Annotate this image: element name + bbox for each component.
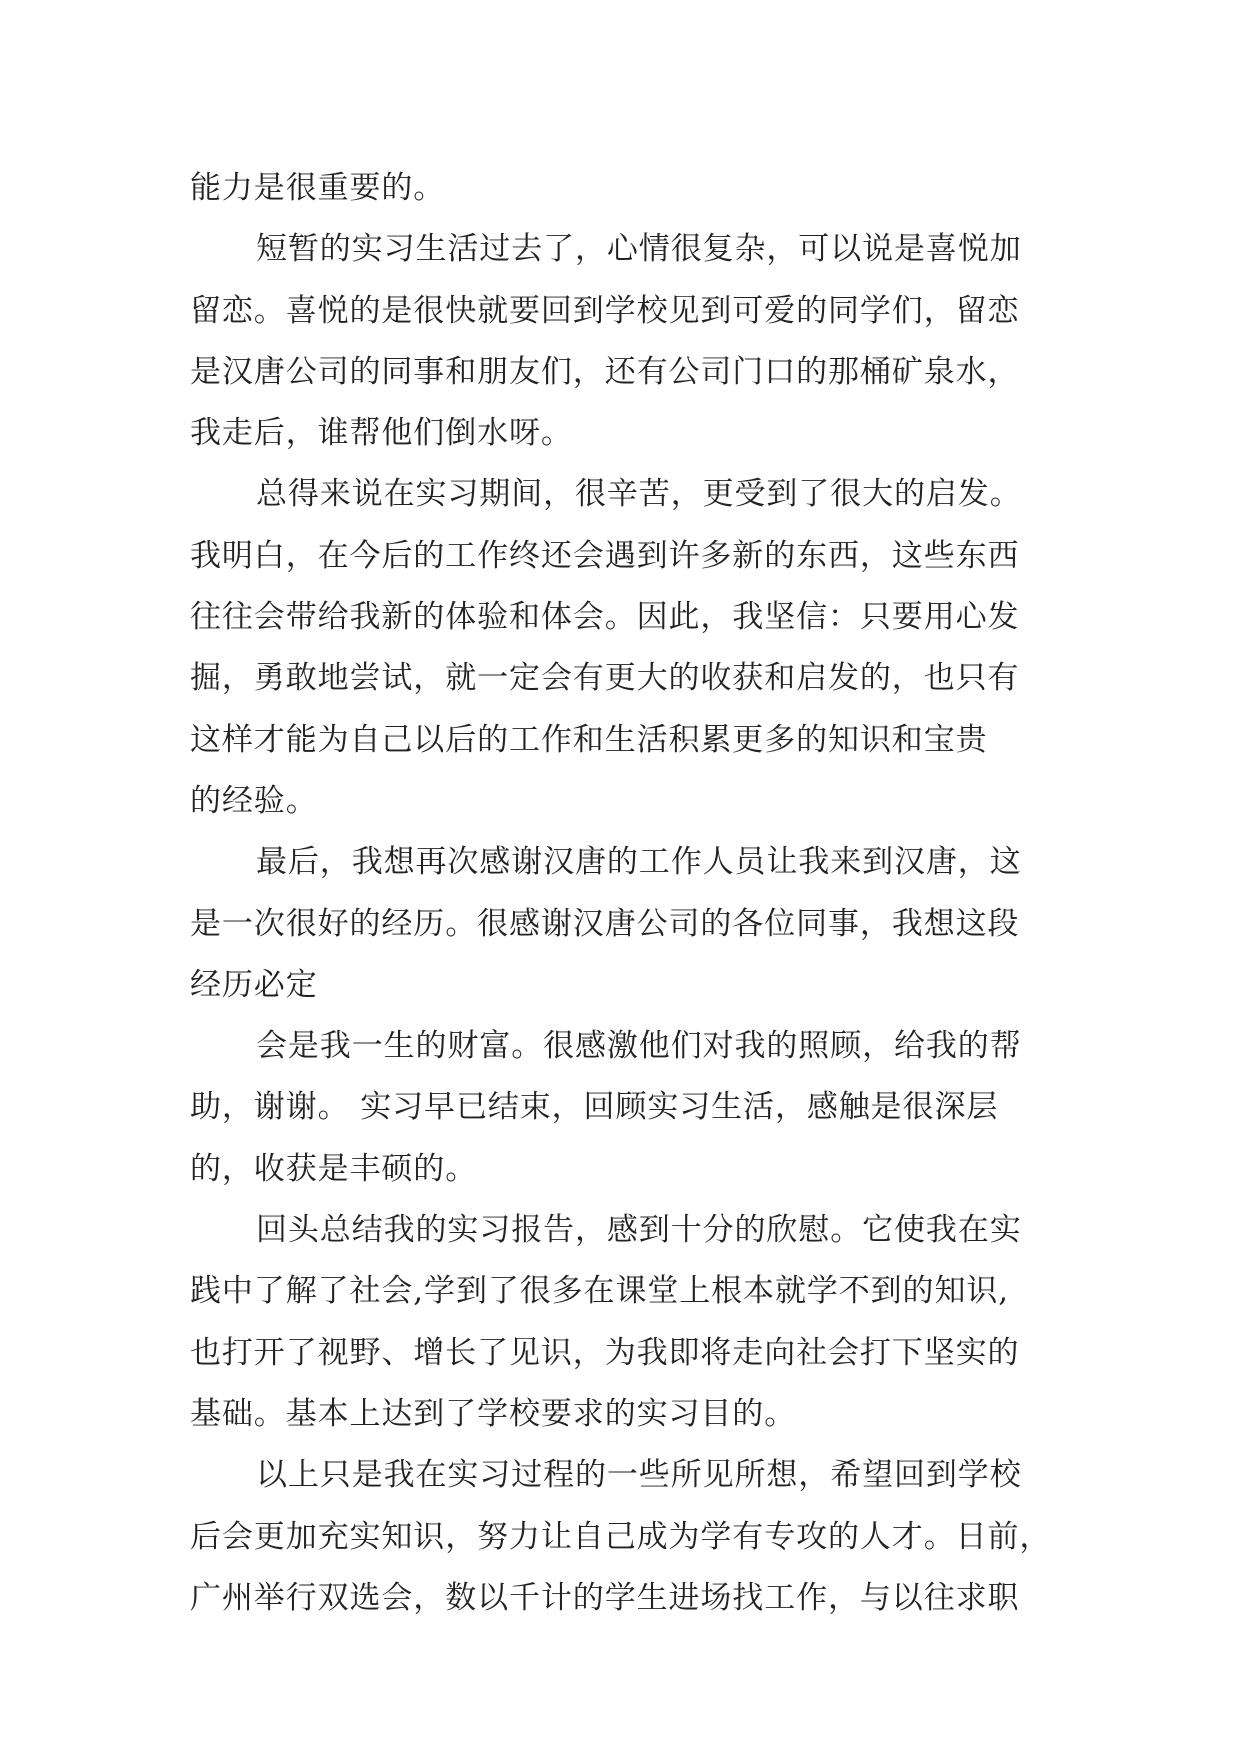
text-line: 经历必定: [190, 966, 318, 1003]
text-line: 后会更加充实知识，努力让自己成为学有专攻的人才。日前，: [190, 1518, 1052, 1555]
text-line: 广州举行双选会，数以千计的学生进场找工作，与以往求职: [190, 1579, 1020, 1616]
text-line: 基础。基本上达到了学校要求的实习目的。: [190, 1395, 797, 1432]
text-line: 的，收获是丰硕的。: [190, 1150, 478, 1187]
text-line: 的经验。: [190, 782, 318, 819]
text-line: 助，谢谢。 实习早已结束，回顾实习生活，感触是很深层: [190, 1089, 999, 1126]
paragraph-first-line: 以上只是我在实习过程的一些所见所想，希望回到学校: [256, 1457, 1022, 1494]
text-line: 掘，勇敢地尝试，就一定会有更大的收获和启发的，也只有: [190, 660, 1020, 697]
text-line: 留恋。喜悦的是很快就要回到学校见到可爱的同学们，留恋: [190, 292, 1020, 329]
text-line: 也打开了视野、增长了见识，为我即将走向社会打下坚实的: [190, 1334, 1020, 1371]
text-line: 能力是很重要的。: [190, 170, 446, 206]
document-body: [190, 158, 1070, 1629]
text-line: 这样才能为自己以后的工作和生活积累更多的知识和宝贵: [190, 721, 988, 758]
text-line: 往往会带给我新的体验和体会。因此，我坚信：只要用心发: [190, 599, 1020, 636]
paragraph-first-line: 会是我一生的财富。很感激他们对我的照顾，给我的帮: [256, 1028, 1022, 1065]
paragraph-first-line: 短暂的实习生活过去了，心情很复杂，可以说是喜悦加: [256, 231, 1022, 268]
text-line: 我明白，在今后的工作终还会遇到许多新的东西，这些东西: [190, 537, 1020, 574]
text-line: 是汉唐公司的同事和朋友们，还有公司门口的那桶矿泉水，: [190, 353, 1020, 390]
paragraph-first-line: 最后，我想再次感谢汉唐的工作人员让我来到汉唐，这: [256, 844, 1022, 881]
text-line: 是一次很好的经历。很感谢汉唐公司的各位同事，我想这段: [190, 905, 1020, 942]
paragraph-first-line: 总得来说在实习期间，很辛苦，更受到了很大的启发。: [256, 476, 1022, 513]
text-line: 践中了解了社会,学到了很多在课堂上根本就学不到的知识,: [190, 1273, 1010, 1310]
text-line: 我走后，谁帮他们倒水呀。: [190, 415, 573, 452]
paragraph-first-line: 回头总结我的实习报告，感到十分的欣慰。它使我在实: [256, 1212, 1022, 1249]
